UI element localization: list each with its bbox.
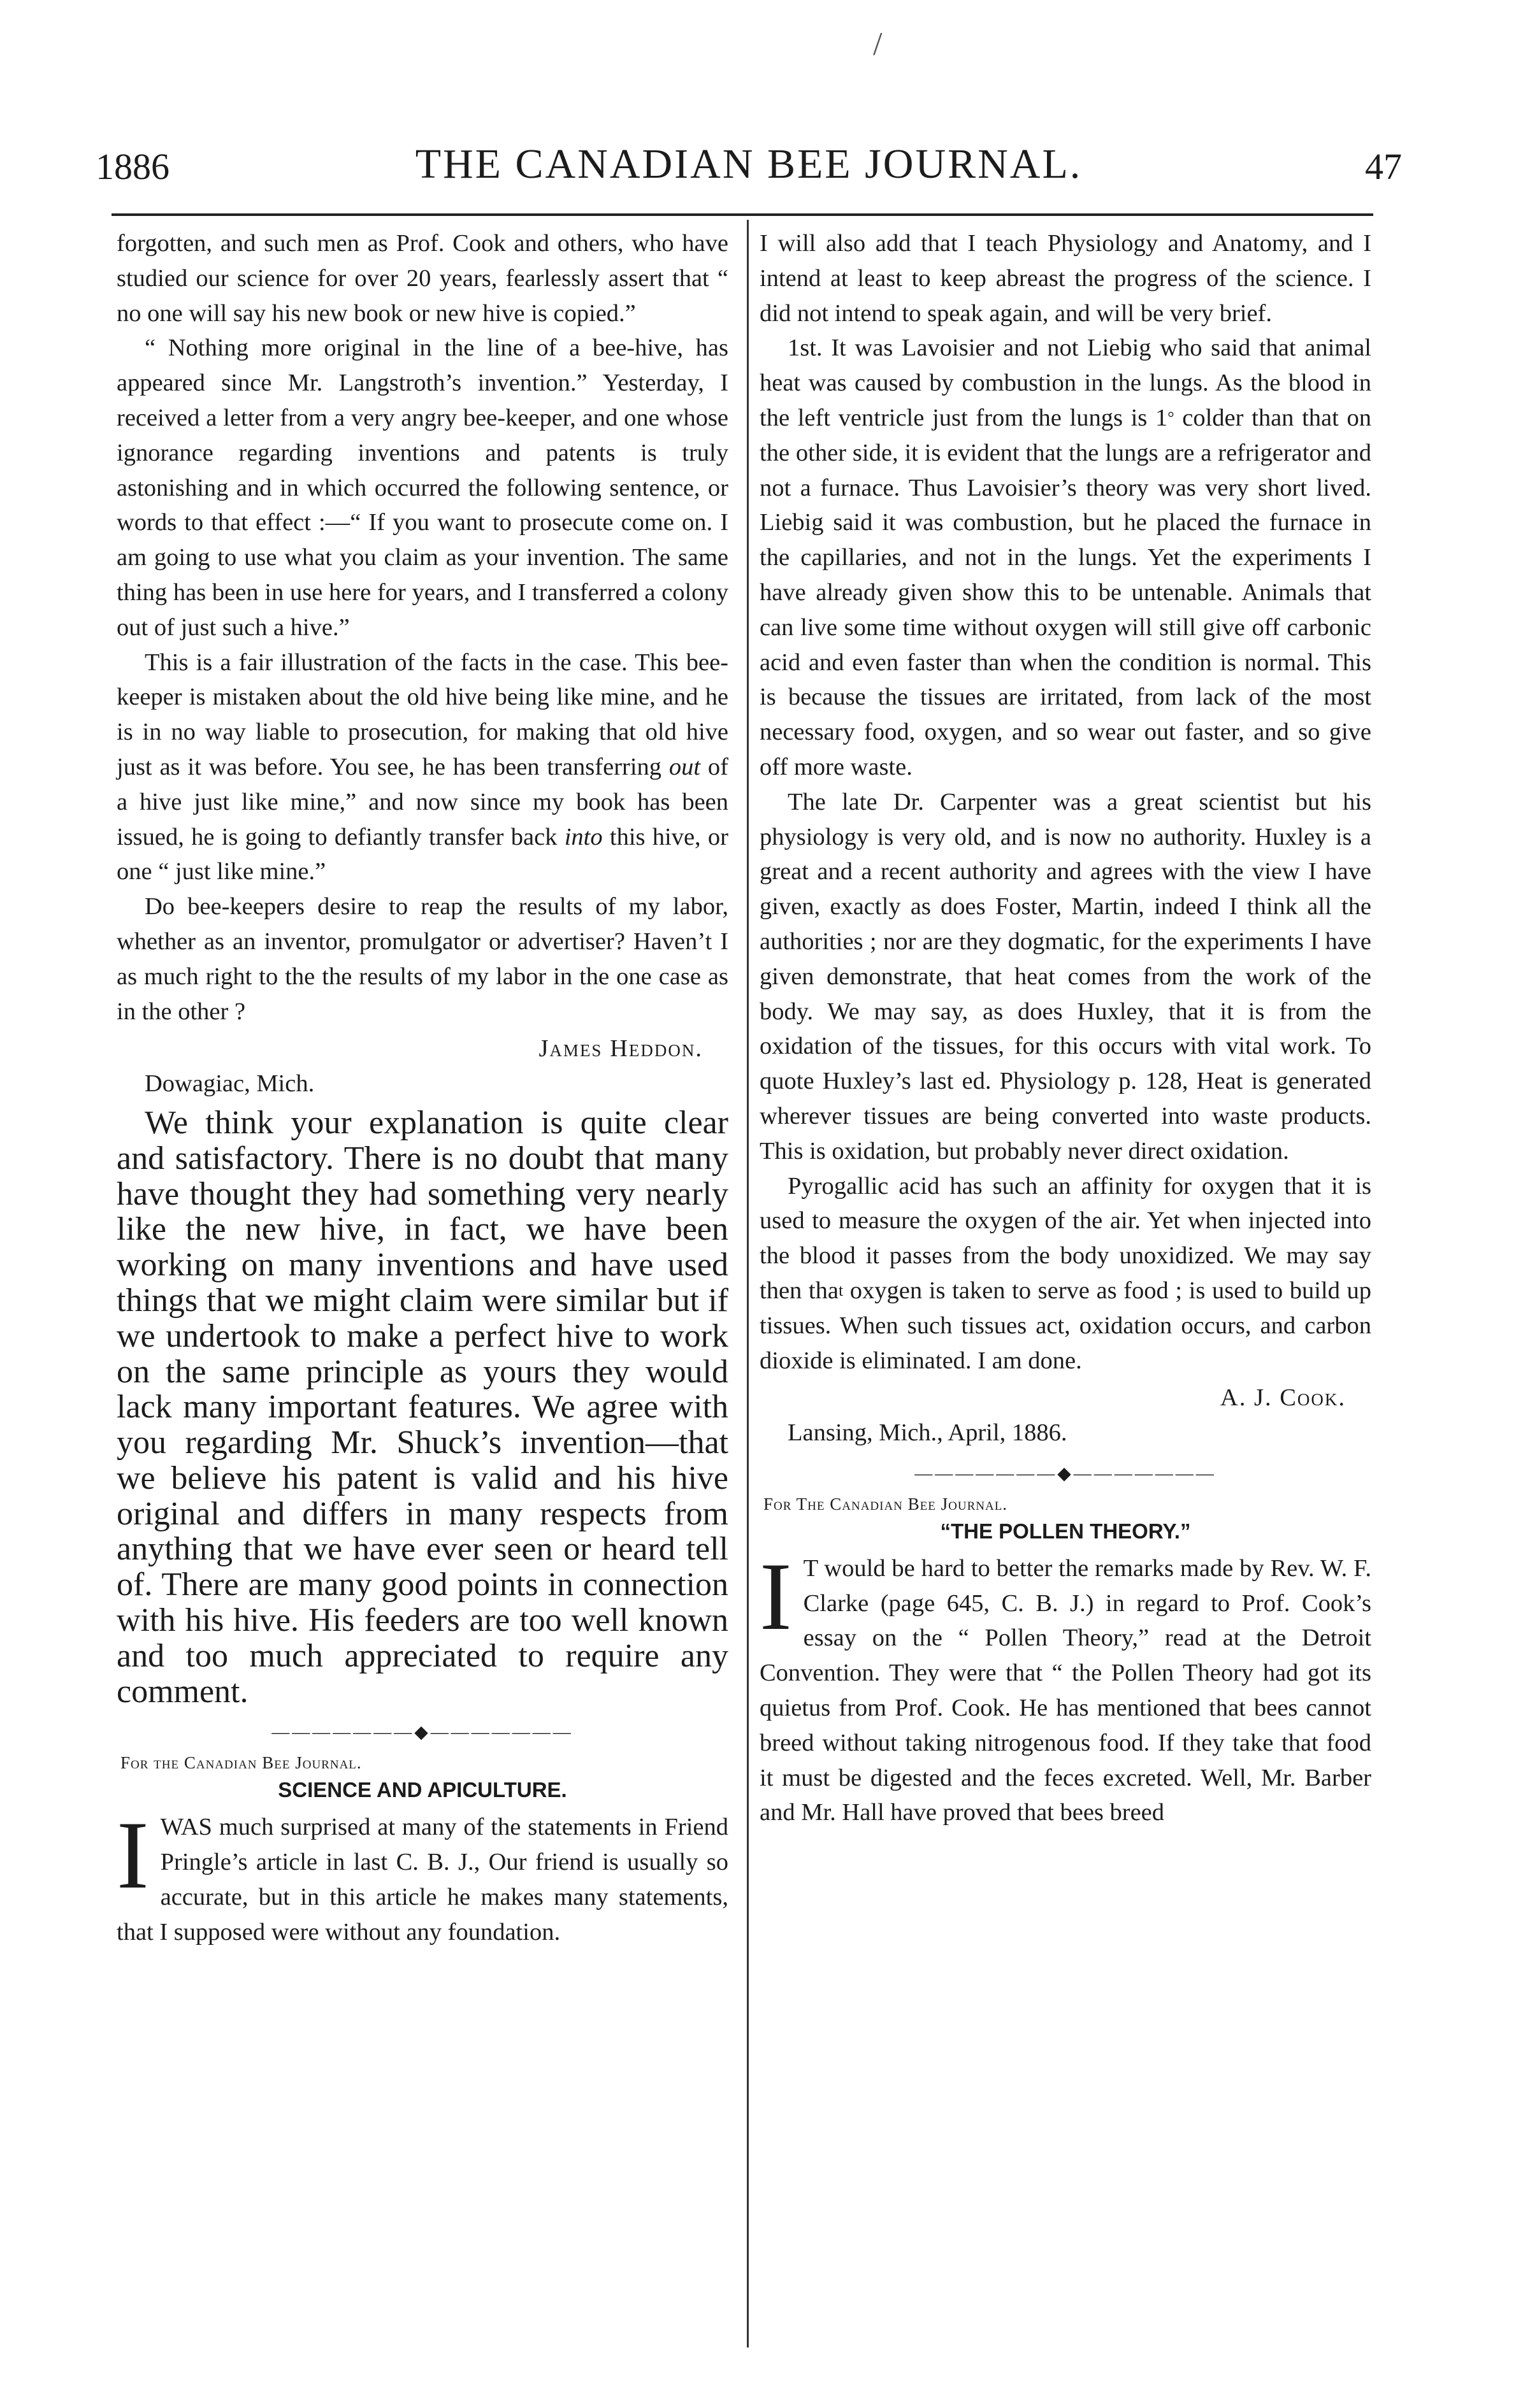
drop-cap: I [117,1802,149,1909]
text-run: oxygen is taken to serve as food ; is used to build up tissues. When such tissues act, oxidation occurs, and carbon dioxide is eliminated. I am done. [760,1277,1371,1374]
degree-mark: ° [1167,408,1174,427]
text-run: WAS much surprised at many of the statements in Friend Pringle’s article in last C. B. J., Our friend is usually so accurate, but in this article he makes many statements, that I supposed were without any foundation. [117,1814,728,1946]
right-column [760,226,1371,1830]
left-column [117,226,728,1950]
page-number: 47 [1365,146,1402,187]
header-rule [112,213,1373,216]
text-run: 1st. It was Lavoisier and not Liebig who said that animal heat was caused by combustion in the lungs. As the blood in the left ventricle just from the lungs is 1 [760,334,1371,431]
text-run: colder than that on the other side, it is evident that the lungs are a refrigerator and not a furnace. Thus Lavoisier’s theory was very short lived. Liebig said it was combustion, but he placed the furnace in the capillaries, and not in the lungs. Yet the experiments I have already given show this to be untenable. Animals that can live some time without oxygen will still give off carbonic acid and even faster than when the condition is normal. This is because the tissues are irritated, from lack of the most necessary food, oxygen, and so wear out faster, and so give off more waste. [760,404,1371,780]
signature: A. J. Cook. [1220,1384,1346,1412]
ornamental-rule: ———————◆——————— [271,1723,574,1743]
signature: James Heddon. [538,1035,703,1063]
paragraph [760,1169,1371,1379]
text-run: of a hive just like mine,” and now since my book has been issued, he is going to defiantly transfer back [117,753,728,850]
paragraph [117,1802,728,1949]
paragraph: Do bee-keepers desire to reap the results of my labor, whether as an inventor, promulgator or advertiser? Haven’t I as much right to the the results of my labor in the one case as in the other ? [117,893,728,1025]
ornamental-rule: ———————◆——————— [914,1463,1216,1484]
article-source: For the Canadian Bee Journal. [120,1753,362,1773]
text-run: Pyrogallic acid has such an affinity for oxygen that it is used to measure the oxygen of the air. Yet when injected into the blood it passes from the body unoxidized. We may say then tha [760,1172,1371,1304]
text-run: this hive, or one “ just like mine.” [117,823,728,885]
article-heading: “THE POLLEN THEORY.” [940,1519,1191,1543]
paragraph: “ Nothing more original in the line of a bee-hive, has appeared since Mr. Langstroth’s invention.” Yesterday, I received a letter from a very angry bee-keeper, and one whose ignorance regarding inventions and patents is truly astonishing and in which occurred the following sentence, or words to that effect :—“ If you want to prosecute come on. I am going to use what you claim as your invention. The same thing has been in use here for years, and I transferred a colony out of just such a hive.” [117,334,728,641]
text-run: T would be hard to better the remarks made by Rev. W. F. Clarke (page 645, C. B. J.) in regard to Prof. Cook’s essay on the “ Pollen Theory,” read at the Detroit Convention. They were that “ the Pollen Theory had got its quietus from Prof. Cook. He has mentioned that bees cannot breed without taking nitrogenous food. If they take that food it must be digested and the feces excreted. Well, Mr. Barber and Mr. Hall have proved that bees breed [760,1554,1371,1826]
header-year: 1886 [96,146,170,187]
italic-word: out [668,753,701,780]
article-heading: SCIENCE AND APICULTURE. [278,1778,567,1802]
place-line: Lansing, Mich., April, 1886. [788,1419,1067,1447]
paragraph: forgotten, and such men as Prof. Cook and others, who have studied our science for over 20 years, fearlessly assert that “ no one will say his new book or new hive is copied.” [117,230,728,327]
editor-note: We think your explanation is quite clear and satisfactory. There is no doubt that many have thought they had something very nearly like the new hive, in fact, we have been working on many inventions and have used things that we might claim were similar but if we undertook to make a perfect hive to work on the same principle as yours they would lack many important features. We agree with you regarding Mr. Shuck’s invention—that we believe his patent is valid and his hive original and differs in many respects from anything that we have ever seen or heard tell of. There are many good points in connection with his hive. His feeders are too well known and too much appreciated to require any comment. [117,1104,728,1710]
paragraph: I will also add that I teach Physiology and Anatomy, and I intend at least to keep abreast the progress of the science. I did not intend to speak again, and will be very brief. [760,230,1371,327]
paragraph: The late Dr. Carpenter was a great scientist but his physiology is very old, and is now no authority. Huxley is a great and a recent authority and agrees with the view I have given, exactly as does Foster, Martin, indeed I think all the authorities ; nor are they dogmatic, for the experiments I have given demonstrate, that heat comes from the work of the body. We may say, as does Huxley, that it is from the oxidation of the tissues, for this occurs with vital work. To quote Huxley’s last ed. Physiology p. 128, Heat is generated wherever tissues are being converted into waste products. This is oxidation, but probably never direct oxidation. [760,788,1371,1165]
paragraph [760,1542,1371,1830]
journal-title: THE CANADIAN BEE JOURNAL. [415,141,1083,187]
pencil-mark: / [873,26,883,62]
drop-cap: I [760,1542,792,1650]
paragraph [760,331,1371,784]
place-line: Dowagiac, Mich. [145,1070,315,1098]
column-divider [747,220,749,2347]
text-run: This is a fair illustration of the facts in the case. This bee-keeper is mistaken about the old hive being like mine, and he is in no way liable to prosecution, for making that old hive just as it was before. You see, he has been transferring [117,649,728,780]
italic-word: into [564,823,603,850]
superscript-t: t [838,1280,844,1300]
article-source: For The Canadian Bee Journal. [763,1494,1008,1514]
paragraph [117,645,728,890]
page-header [96,140,1402,204]
